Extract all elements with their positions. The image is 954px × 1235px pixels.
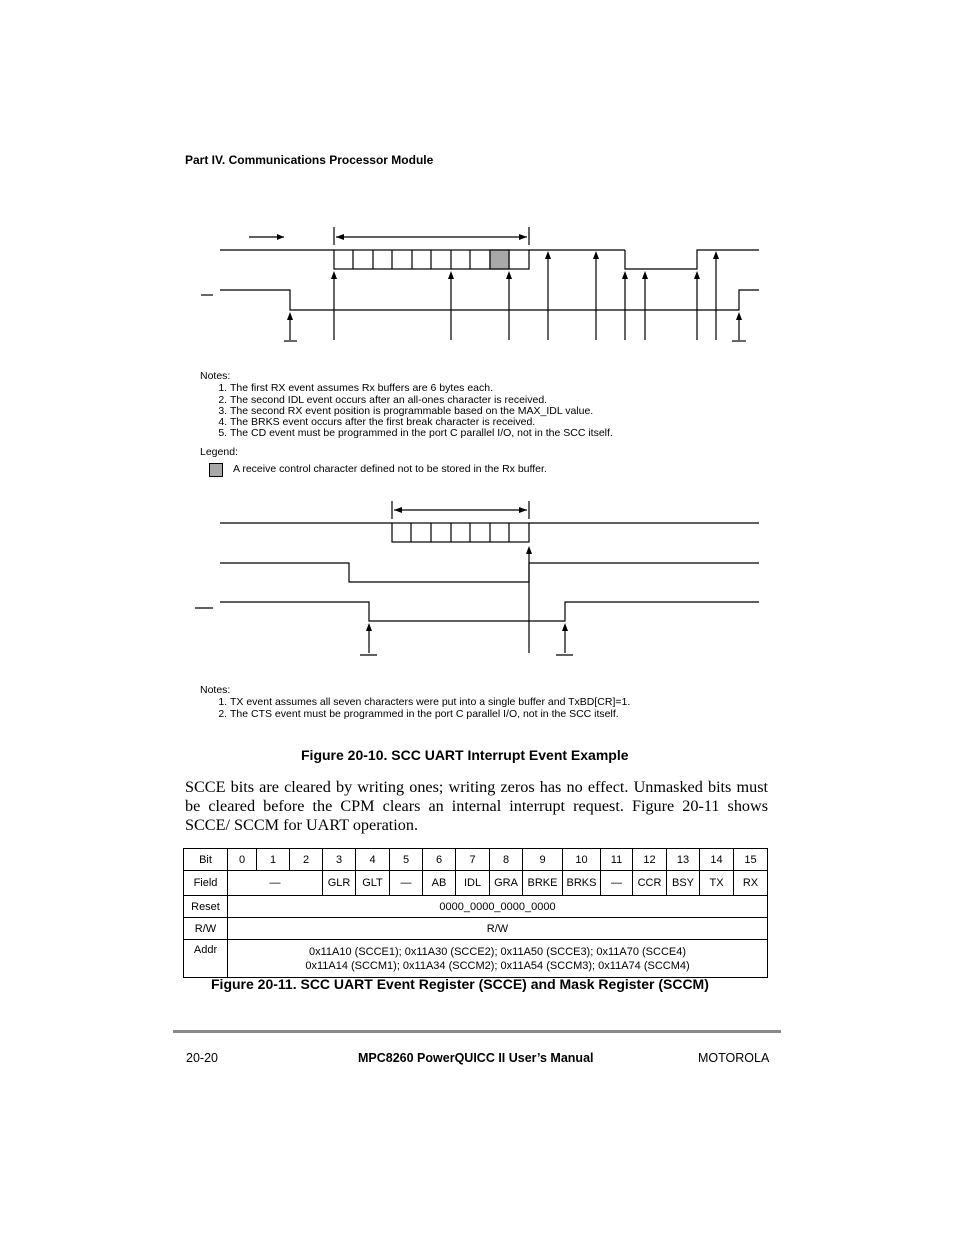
tx-note: 2. The CTS event must be programmed in the port C parallel I/O, not in the SCC itself.	[230, 709, 760, 720]
field-glr: GLR	[323, 871, 356, 896]
rx-note: 3. The second RX event position is programmable based on the MAX_IDL value.	[230, 406, 760, 417]
bit-number: 13	[667, 849, 700, 871]
bit-number: 3	[323, 849, 356, 871]
bit-number: 12	[633, 849, 667, 871]
field-reserved: —	[390, 871, 423, 896]
bit-number: 15	[734, 849, 768, 871]
tx-notes	[200, 685, 760, 720]
field-reserved: —	[601, 871, 633, 896]
bit-number: 2	[290, 849, 323, 871]
field-glt: GLT	[356, 871, 390, 896]
field-gra: GRA	[490, 871, 523, 896]
bit-number: 8	[490, 849, 523, 871]
legend-title: Legend:	[200, 445, 238, 458]
field-idl: IDL	[456, 871, 490, 896]
bit-number: 10	[563, 849, 601, 871]
manual-title: MPC8260 PowerQUICC II User’s Manual	[358, 1051, 594, 1065]
register-reset-row	[184, 896, 768, 918]
register-addr-row	[184, 940, 768, 978]
legend-text: A receive control character defined not to be stored in the Rx buffer.	[233, 463, 547, 475]
field-ab: AB	[423, 871, 456, 896]
register-rw-row	[184, 918, 768, 940]
register-table	[183, 848, 768, 978]
field-ccr: CCR	[633, 871, 667, 896]
bit-number: 14	[700, 849, 734, 871]
rx-note: 1. The first RX event assumes Rx buffers are 6 bytes each.	[230, 383, 760, 394]
company-name: MOTOROLA	[698, 1051, 770, 1065]
bit-number: 7	[456, 849, 490, 871]
field-brke: BRKE	[523, 871, 563, 896]
register-bit-row	[184, 849, 768, 871]
bit-number: 0	[228, 849, 257, 871]
row-label-field: Field	[184, 871, 228, 896]
figure-caption: Figure 20-10. SCC UART Interrupt Event Example	[301, 747, 629, 763]
rw-value: R/W	[228, 918, 768, 940]
row-label-addr: Addr	[184, 940, 228, 978]
addr-line-sccm: 0x11A14 (SCCM1); 0x11A34 (SCCM2); 0x11A54 (SCCM3); 0x11A74 (SCCM4)	[305, 959, 690, 972]
page-number: 20-20	[186, 1051, 218, 1065]
tx-notes-title: Notes:	[200, 684, 231, 696]
row-label-bit: Bit	[184, 849, 228, 871]
rx-note: 2. The second IDL event occurs after an all-ones character is received.	[230, 395, 760, 406]
bit-number: 6	[423, 849, 456, 871]
tx-rts-line	[220, 563, 759, 582]
register-field-row	[184, 871, 768, 896]
footer-rule	[173, 1030, 781, 1033]
rx-note: 4. The BRKS event occurs after the first break character is received.	[230, 417, 760, 428]
tx-cts-line	[220, 602, 759, 621]
field-tx: TX	[700, 871, 734, 896]
running-head: Part IV. Communications Processor Module	[185, 153, 434, 167]
row-label-rw: R/W	[184, 918, 228, 940]
addr-value	[228, 940, 768, 978]
bit-number: 4	[356, 849, 390, 871]
rx-note: 5. The CD event must be programmed in the port C parallel I/O, not in the SCC itself.	[230, 428, 760, 439]
tx-note: 1. TX event assumes all seven characters were put into a single buffer and TxBD[CR]=1.	[230, 697, 760, 708]
bit-number: 11	[601, 849, 633, 871]
bit-number: 9	[523, 849, 563, 871]
addr-line-scce: 0x11A10 (SCCE1); 0x11A30 (SCCE2); 0x11A50 (SCCE3); 0x11A70 (SCCE4)	[308, 945, 687, 958]
register-caption: Figure 20-11. SCC UART Event Register (SCCE) and Mask Register (SCCM)	[211, 976, 709, 992]
field-brks: BRKS	[563, 871, 601, 896]
bit-number: 5	[390, 849, 423, 871]
field-reserved: —	[228, 871, 323, 896]
field-bsy: BSY	[667, 871, 700, 896]
body-paragraph: SCCE bits are cleared by writing ones; writing zeros has no effect. Unmasked bits must be cleared before the CPM clears an internal interrupt request. Figure 20-11 shows SCCE/ SCCM for UART operation.	[185, 778, 768, 834]
field-rx: RX	[734, 871, 768, 896]
bit-number: 1	[257, 849, 290, 871]
reset-value: 0000_0000_0000_0000	[228, 896, 768, 918]
row-label-reset: Reset	[184, 896, 228, 918]
rx-notes-title: Notes:	[200, 370, 231, 382]
